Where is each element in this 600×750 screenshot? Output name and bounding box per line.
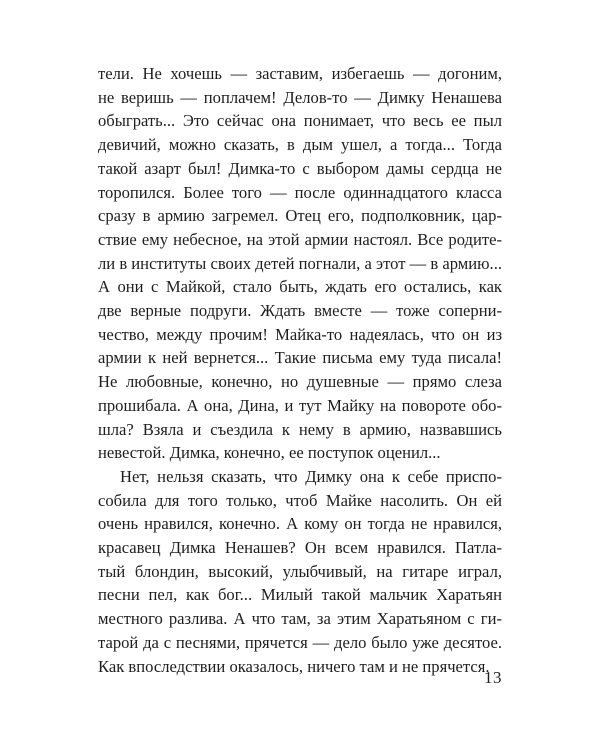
text-line: местного разлива. А что там, за этим Харатьяном с ги-: [98, 609, 502, 629]
text-line: сразу в армию загремел. Отец его, подполковник, цар-: [98, 206, 502, 226]
paragraph-2: [98, 465, 502, 678]
text-line: ли в институты своих детей погнали, а этот — в армию...: [98, 253, 502, 273]
text-line: Нет, нельзя сказать, что Димку она к себе приспо-: [120, 466, 502, 486]
body-text: [98, 62, 502, 678]
text-line: ствие ему небесное, на этой армии настоял. Все родите-: [98, 229, 502, 249]
text-line: собила для того только, чтоб Майке насолить. Он ей: [98, 490, 502, 510]
text-line: невестой. Димка, конечно, ее поступок оценил...: [98, 443, 441, 463]
text-line: девичий, можно сказать, в дым ушел, а тогда... Тогда: [98, 135, 502, 155]
text-line: шла? Взяла и съездила к нему в армию, назвавшись: [98, 419, 502, 439]
text-line: песни пел, как бог... Милый такой мальчик Харатьян: [98, 585, 502, 605]
text-line: такой азарт был! Димка-то с выбором дамы сердца не: [98, 158, 502, 178]
text-line: торопился. Более того — после одиннадцатого класса: [98, 182, 502, 202]
text-line: армии к ней вернется... Такие письма ему туда писала!: [98, 348, 502, 368]
text-line: Как впоследствии оказалось, ничего там и не прячется.: [98, 656, 490, 676]
text-line: очень нравился, конечно. А кому он тогда не нравился,: [98, 514, 502, 534]
page-number: 13: [484, 668, 502, 687]
text-line: обыграть... Это сейчас она понимает, что весь ее пыл: [98, 111, 502, 131]
text-line: не веришь — поплачем! Делов-то — Димку Ненашева: [98, 87, 502, 107]
text-line: прошибала. А она, Дина, и тут Майку на повороте обо-: [98, 395, 502, 415]
text-line: чество, между прочим! Майка-то надеялась, что он из: [98, 324, 502, 344]
text-line: тый блондин, высокий, улыбчивый, на гитаре играл,: [98, 561, 502, 581]
paragraph-1: [98, 62, 502, 465]
text-line: красавец Димка Ненашев? Он всем нравился. Патла-: [98, 538, 502, 558]
text-line: тарой да с песнями, прячется — дело было уже десятое.: [98, 632, 502, 652]
text-line: А они с Майкой, стало быть, ждать его остались, как: [98, 277, 502, 297]
text-line: Не любовные, конечно, но душевные — прямо слеза: [98, 372, 502, 392]
text-line: тели. Не хочешь — заставим, избегаешь — догоним,: [98, 64, 502, 83]
text-line: две верные подруги. Ждать вместе — тоже соперни-: [98, 301, 502, 321]
